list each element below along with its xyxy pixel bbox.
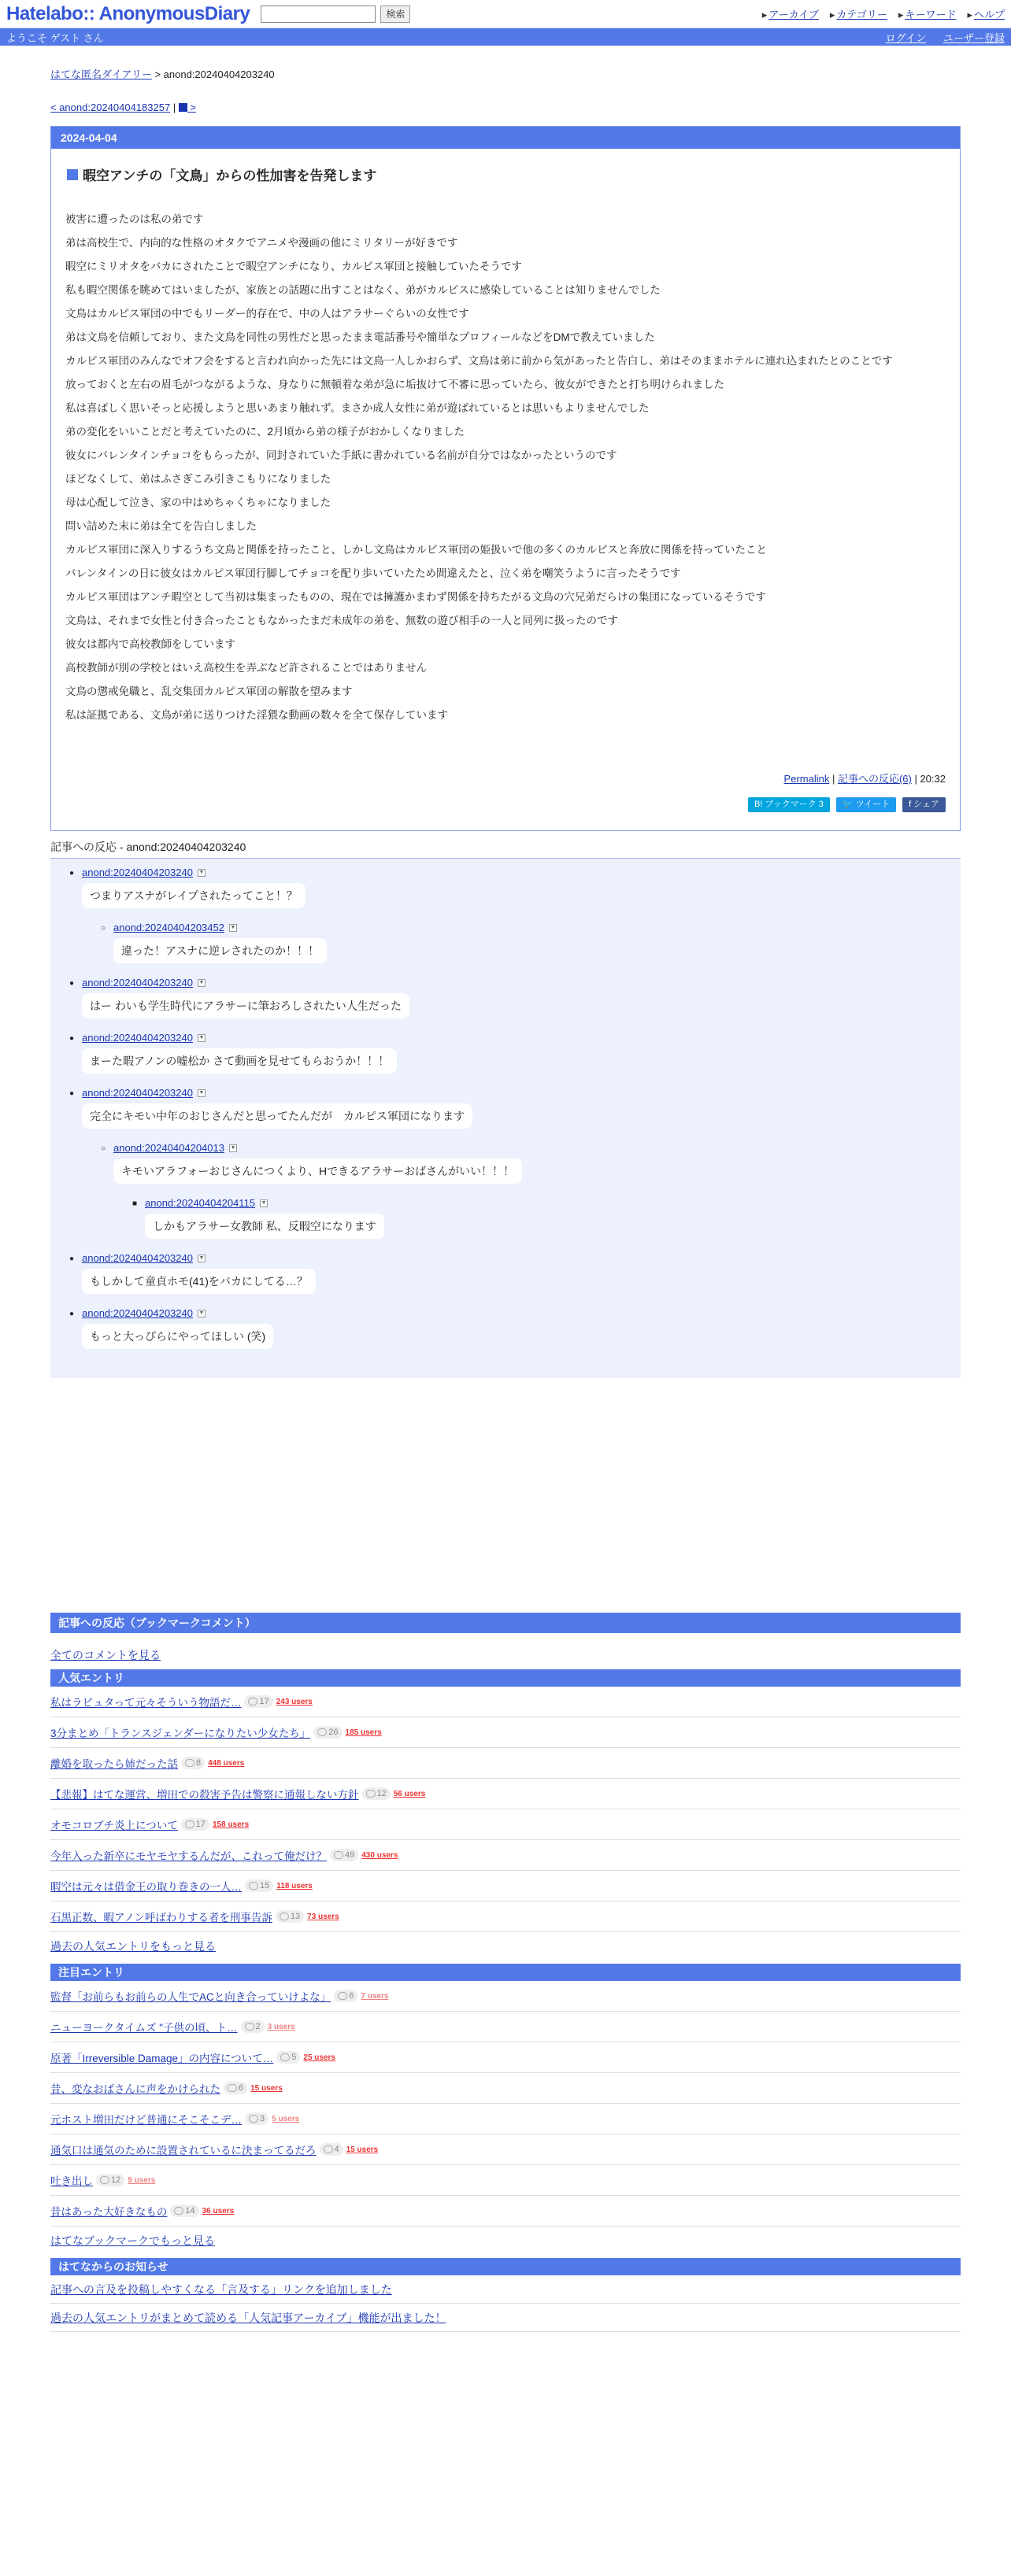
share-label: シェア [913,800,939,809]
reaction-item [50,867,961,922]
nav-help[interactable]: ▸ ヘルプ [967,6,1005,21]
bullet-disc-icon: ● [69,1089,75,1098]
header-nav [762,6,1005,21]
article-line: 放っておくと左右の眉毛がつながるような、身なりに無頓着な弟が急に垢抜けて不審に思っていたら、彼女ができたと打ち明けられました [65,379,724,390]
comment-count[interactable] [330,1849,358,1861]
reaction-link[interactable]: anond:20240404203452 [113,922,224,933]
reactions-link[interactable]: 記事への反応(6) [837,773,912,785]
entry-title-link[interactable]: 離婚を取ったら姉だった話 [50,1758,178,1770]
reaction-item [50,1197,961,1252]
entry-row [50,2104,961,2134]
nav-keyword[interactable]: ▸ キーワード [898,6,957,21]
reaction-bubble-wrap [145,1209,961,1239]
bookmark-users-count[interactable]: 25 users [303,2053,335,2062]
all-comments-link[interactable]: 全てのコメントを見る [50,1649,161,1661]
reaction-link[interactable]: anond:20240404203240 [82,867,193,878]
comment-bubble-icon [245,2023,254,2031]
article-line: カルピス軍団のみんなでオフ会をすると言われ向かった先には文鳥一人しかおらず、文鳥は弟に前から気があったと告白し、弟はそのままホテルに連れ込まれたとのことです [65,355,893,367]
news-title: はてなからのお知らせ [50,2258,961,2275]
comment-count-value: 17 [259,1697,269,1706]
pager-separator: | [170,102,179,113]
popular-entries-title: 人気エントリ [50,1669,961,1687]
comment-count-value: 5 [291,2053,297,2062]
expand-arrow-icon[interactable]: ▼ [230,1144,236,1151]
article-line: 母は心配して泣き、家の中はめちゃくちゃになりました [65,497,331,508]
comment-bubble-icon [324,2145,333,2153]
search-input[interactable] [261,6,376,23]
popular-entries-list [50,1687,961,1932]
reaction-item [50,977,961,1032]
comment-count[interactable] [170,2205,198,2217]
comment-count-value: 2 [255,2022,261,2031]
reaction-text: 違った！アスナに逆レされたのか！！！ [113,938,327,963]
entry-row [50,2073,961,2104]
login-link[interactable]: ログイン [885,31,926,44]
breadcrumb-separator: > [151,68,164,80]
breadcrumb [50,66,961,81]
comment-count-value: 26 [328,1728,339,1737]
expand-arrow-icon[interactable]: ▼ [198,1310,205,1316]
reaction-text: まーた暇アノンの嘘松か さて動画を見せてもらおうか！！！ [82,1048,397,1074]
entry-title-link[interactable]: オモコロブチ炎上について [50,1820,178,1831]
reaction-text: キモいアラフォーおじさんにつくより、Hできるアラサーおばさんがいい！！！ [113,1159,522,1184]
entry-title-link[interactable]: 今年入った新卒にモヤモヤするんだが、これって俺だけ？ [50,1850,327,1862]
article-line: 私も暇空関係を眺めてはいましたが、家族との話題に出すことはなく、弟がカルピスに感染していることは知りませんでした [65,284,661,296]
reaction-item [50,1252,961,1307]
comment-count-value: 12 [376,1789,387,1798]
comment-bubble-icon [185,1820,194,1828]
post-time: 20:32 [920,773,946,785]
article-line: 弟は文鳥を信頼しており、また文鳥を同性の男性だと思ったまま電話番号や簡単なプロフィールなどをDMで教えていました [65,331,655,343]
comment-bubble-icon [280,1913,289,1920]
article-line: ほどなくして、弟はふさぎこみ引きこもりになりました [65,473,331,485]
reaction-bubble-wrap [113,933,961,963]
reaction-bubble-wrap [82,1264,961,1294]
entry-row [50,1840,961,1871]
reaction-item [50,1032,961,1087]
expand-arrow-icon[interactable]: ▼ [198,1034,205,1040]
news-link[interactable]: 記事への言及を投稿しやすくなる「言及する」リンクを追加しました [50,2283,392,2296]
article-line: 被害に遭ったのは私の弟です [65,213,204,225]
reaction-header [82,1252,961,1264]
comment-count-value: 15 [260,1881,270,1890]
reaction-link[interactable]: anond:20240404204013 [113,1142,224,1154]
bookmark-comments-title: 記事への反応（ブックマークコメント） [50,1613,961,1633]
bullet-disc-icon: ● [69,979,75,988]
bookmark-users-count[interactable]: 7 users [361,1991,389,2001]
entry-title-link[interactable]: 吐き出し [50,2175,93,2187]
footer-separator: | [829,773,838,785]
entry-title-link[interactable]: 昔、変なおばさんに声をかけられた [50,2083,220,2095]
reaction-text: 完全にキモい中年のおじさんだと思ってたんだが カルピス軍団になります [82,1103,472,1129]
breadcrumb-current: anond:20240404203240 [163,68,275,80]
reaction-header [113,922,961,933]
featured-entries-list [50,1981,961,2227]
comment-count-value: 17 [195,1820,206,1829]
bookmark-users-count[interactable]: 5 users [272,2114,300,2123]
reaction-header [113,1142,961,1154]
comment-count-value: 13 [290,1912,301,1921]
main-content [50,66,961,2332]
bookmark-users-count[interactable]: 430 users [361,1850,398,1860]
expand-arrow-icon[interactable]: ▼ [261,1199,267,1206]
footer-separator: | [911,773,920,785]
bullet-disc-icon: ● [69,1255,75,1263]
comment-count[interactable] [320,2143,343,2156]
entry-title-link[interactable]: ニューヨークタイムズ "子供の頃、ト… [50,2022,238,2034]
reaction-header [82,1087,961,1099]
share-buttons [748,797,946,812]
comment-count[interactable] [181,1757,205,1769]
bookmark-users-count[interactable]: 9 users [128,2175,156,2185]
expand-arrow-icon[interactable]: ▼ [198,1255,205,1261]
article-line: 文鳥はカルピス軍団の中でもリーダー的存在で、中の人はアラサーぐらいの女性です [65,308,469,320]
entry-row [50,1687,961,1717]
article-line: 彼女は都内で高校教師をしています [65,638,235,650]
pager [50,102,961,113]
featured-more-link[interactable]: はてなブックマークでもっと見る [50,2234,216,2247]
bookmark-users-count[interactable]: 448 users [208,1758,245,1768]
article-line: 弟は高校生で、内向的な性格のオタクでアニメや漫画の他にミリタリーが好きです [65,237,458,249]
reaction-link[interactable]: anond:20240404203240 [82,1307,193,1319]
article-line: 高校教師が別の学校とはいえ高校生を弄ぶなど許されることではありません [65,662,427,674]
comment-count[interactable] [244,1695,272,1708]
comment-count[interactable] [245,2112,268,2125]
comment-count-value: 14 [185,2206,195,2216]
entry-row [50,2012,961,2042]
reaction-text: はー わいも学生時代にアラサーに筆おろしされたい人生だった [82,993,409,1018]
greeting: ようこそ ゲスト さん [6,31,104,44]
comment-bubble-icon [100,2176,109,2184]
bookmark-users-count[interactable]: 243 users [276,1697,313,1706]
bookmark-users-count[interactable]: 158 users [212,1820,250,1829]
entry-title-link[interactable]: 暇空は元々は借金王の取り巻きの一人… [50,1881,242,1893]
site-logo[interactable]: Hatelabo:: AnonymousDiary [6,2,250,24]
comment-count[interactable] [362,1787,391,1800]
article-line: 文鳥の懲戒免職と、乱交集団カルピス軍団の解散を望みます [65,686,353,697]
comment-count-value: 8 [196,1758,202,1768]
entry-row [50,1981,961,2012]
entry-row [50,2165,961,2196]
comment-count[interactable] [224,2082,247,2094]
bookmark-users-count[interactable]: 15 users [250,2083,283,2093]
reaction-header [82,1032,961,1044]
nav-archive[interactable]: ▸ アーカイブ [762,6,819,21]
comment-bubble-icon [249,1882,258,1890]
comment-bubble-icon [280,2053,290,2061]
expand-arrow-icon[interactable]: ▼ [198,1089,205,1096]
reaction-link[interactable]: anond:20240404203240 [82,977,193,989]
article-date: 2024-04-04 [51,127,960,149]
bookmark-users-count[interactable]: 73 users [307,1912,339,1921]
prev-entry-link[interactable]: < anond:20240404183257 [50,102,171,113]
entry-row [50,1871,961,1902]
reaction-text: もしかして童貞ホモ(41)をバカにしてる…？ [82,1269,316,1294]
bullet-disc-icon: ● [69,1310,75,1318]
reaction-link[interactable]: anond:20240404203240 [82,1032,193,1044]
comment-count[interactable] [241,2020,265,2033]
next-entry-link[interactable] [179,102,196,113]
entry-row [50,2196,961,2227]
news-item [50,2275,961,2304]
expand-arrow-icon[interactable]: ▼ [198,869,205,875]
square-icon [67,169,78,180]
entry-title-link[interactable]: 3分まとめ「トランスジェンダーになりたい少女たち」 [50,1728,311,1739]
reaction-bubble-wrap [82,1044,961,1074]
entry-title-link[interactable]: 私はラピュタって元々そういう物語だ… [50,1697,242,1709]
reaction-item [50,1307,961,1362]
article-title [67,164,960,184]
reaction-header [82,977,961,989]
article-line: 弟の変化をいいことだと考えていたのに、2月頃から弟の様子がおかしくなりました [65,426,465,438]
comment-count[interactable] [276,1910,304,1923]
reaction-item [50,922,961,977]
article-line: 問い詰めた末に弟は全てを告白しました [65,520,257,532]
comment-bubble-icon [249,2115,258,2123]
reaction-bubble-wrap [82,989,961,1018]
expand-arrow-icon[interactable]: ▼ [230,924,236,930]
comment-bubble-icon [317,1728,327,1736]
bullet-square-icon: ■ [132,1199,138,1208]
reaction-bubble-wrap [82,1319,961,1349]
entry-title-link[interactable]: 監督「お前らもお前らの人生でACと向き合っていけよな」 [50,1991,331,2003]
reaction-item [50,1142,961,1197]
comment-bubble-icon [185,1759,194,1767]
search-button[interactable]: 検索 [380,6,410,23]
comment-count[interactable] [334,1990,357,2002]
reaction-header [145,1197,961,1209]
entry-title-link[interactable]: 昔はあった大好きなもの [50,2206,168,2218]
comment-bubble-icon [334,1851,343,1859]
comment-count[interactable] [276,2051,300,2064]
comment-count[interactable] [181,1818,209,1831]
bullet-disc-icon: ● [69,869,75,878]
permalink-link[interactable]: Permalink [783,773,830,785]
reaction-bubble-wrap [82,878,961,908]
reactions-title: 記事への反応 - anond:20240404203240 [50,839,961,859]
nav-category[interactable]: ▸ カテゴリー [830,6,887,21]
article-line: バレンタインの日に彼女はカルピス軍団行脚してチョコを配り歩いていたため間違えたと、泣く弟を嘲笑うように言ったそうです [65,567,681,579]
news-list [50,2275,961,2332]
next-entry-label: > [187,102,197,113]
comment-count[interactable] [245,1879,273,1892]
entry-row [50,2134,961,2165]
reaction-header [82,867,961,878]
entry-title-link[interactable]: 通気口は通気のために設置されているに決まってるだろ [50,2145,317,2157]
reaction-link[interactable]: anond:20240404203240 [82,1087,193,1099]
hatena-bookmark-button[interactable]: B! ブックマーク 3 [748,797,830,812]
article-body [65,208,942,727]
entry-title-link[interactable]: 石黒正数、暇アノン呼ばわりする者を刑事告訴 [50,1912,272,1924]
featured-entries-title: 注目エントリ [50,1964,961,1981]
entry-row [50,2042,961,2073]
article-line: 私は証拠である、文鳥が弟に送りつけた淫猥な動画の数々を全て保存しています [65,709,448,721]
comment-bubble-icon [174,2207,183,2215]
bullet-circle-icon: ○ [101,1144,106,1153]
comment-bubble-icon [248,1698,257,1706]
reaction-text: しかもアラサー女教師 私、反暇空になります [145,1214,384,1239]
comment-count-value: 6 [239,2083,244,2093]
bookmark-users-count[interactable]: 15 users [346,2145,379,2154]
expand-arrow-icon[interactable]: ▼ [198,979,205,985]
bookmark-users-count[interactable]: 118 users [276,1881,313,1890]
entry-row [50,1779,961,1809]
article-footer [784,771,946,785]
entry-title-link[interactable]: 元ホスト増田だけど普通にそこそこデ… [50,2114,242,2126]
tweet-button[interactable] [836,797,896,812]
comment-count-value: 3 [260,2114,265,2123]
entry-title-link[interactable]: 【悲報】はてな運営、増田での殺害予告は警察に通報しない方針 [50,1789,359,1801]
register-link[interactable]: ユーザー登録 [942,31,1005,44]
user-bar [0,28,1011,46]
article-line: 私は喜ばしく思いそっと応援しようと思いあまり触れず。まさか成人女性に弟が遊ばれているとは思いもよりませんでした [65,402,650,414]
reaction-link[interactable]: anond:20240404204115 [145,1197,256,1209]
article-line: 暇空にミリオタをバカにされたことで暇空アンチになり、カルピス軍団と接触していたそうです [65,261,522,272]
reactions-list [50,859,961,1378]
reaction-bubble-wrap [82,1099,961,1129]
tweet-label: ツイート [855,800,891,809]
bullet-disc-icon: ● [69,1034,75,1043]
reaction-text: つまりアスナがレイプされたってこと！？ [82,883,306,908]
reaction-bubble-wrap [113,1154,961,1184]
square-icon [179,103,187,112]
article-line: 彼女にバレンタインチョコをもらったが、同封されていた手紙に書かれている名前が自分ではなかったというのです [65,449,617,461]
twitter-icon: 🐦 [842,800,856,809]
comment-count-value: 4 [334,2145,339,2154]
article-line: カルピス軍団に深入りするうち文鳥と関係を持ったこと、しかし文鳥はカルピス軍団の姫扱いで他の多くのカルピスと奔放に関係を持っていたこと [65,544,767,556]
reaction-item [50,1087,961,1142]
entry-row [50,1902,961,1932]
article-line: 文鳥は、それまで女性と付き合ったこともなかったまだ未成年の弟を、無数の遊び相手の一人と同列に扱ったのです [65,615,618,626]
entry-row [50,1809,961,1840]
breadcrumb-home[interactable]: はてな匿名ダイアリー [50,68,152,80]
bookmark-users-count[interactable]: 36 users [202,2206,235,2216]
comment-count-value: 49 [345,1850,355,1860]
article-line: カルピス軍団はアンチ暇空として当初は集まったものの、現在では擁護かまわず関係を持ちたがる文鳥の穴兄弟だらけの集団になっているそうです [65,591,766,603]
comment-count[interactable] [96,2174,124,2186]
reaction-text: もっと大っぴらにやってほしい (笑) [82,1324,273,1349]
news-link[interactable]: 過去の人気エントリがまとめて読める「人気記事アーカイブ」機能が出ました！ [50,2312,446,2324]
comment-count-value: 12 [111,2175,121,2185]
bullet-circle-icon: ○ [101,924,106,933]
bookmark-users-count[interactable]: 3 users [267,2022,295,2031]
popular-more-link[interactable]: 過去の人気エントリをもっと見る [50,1940,216,1953]
facebook-share-button[interactable] [902,797,946,812]
facebook-icon: f [909,800,914,809]
header [0,0,1011,28]
comment-bubble-icon [338,1992,347,2000]
bookmark-users-count[interactable]: 185 users [345,1728,382,1737]
reaction-header [82,1307,961,1319]
comment-count-value: 6 [349,1991,354,2001]
entry-title-link[interactable]: 原著「Irreversible Damage」の内容について… [50,2053,274,2064]
comment-bubble-icon [228,2084,237,2092]
comment-bubble-icon [366,1790,376,1798]
entry-row [50,1748,961,1779]
article [50,126,961,831]
bookmark-users-count[interactable]: 56 users [393,1789,426,1798]
news-item [50,2304,961,2332]
entry-row [50,1717,961,1748]
article-title-text: 暇空アンチの「文鳥」からの性加害を告発します [83,168,377,183]
reaction-link[interactable]: anond:20240404203240 [82,1252,193,1264]
comment-count[interactable] [313,1726,342,1739]
